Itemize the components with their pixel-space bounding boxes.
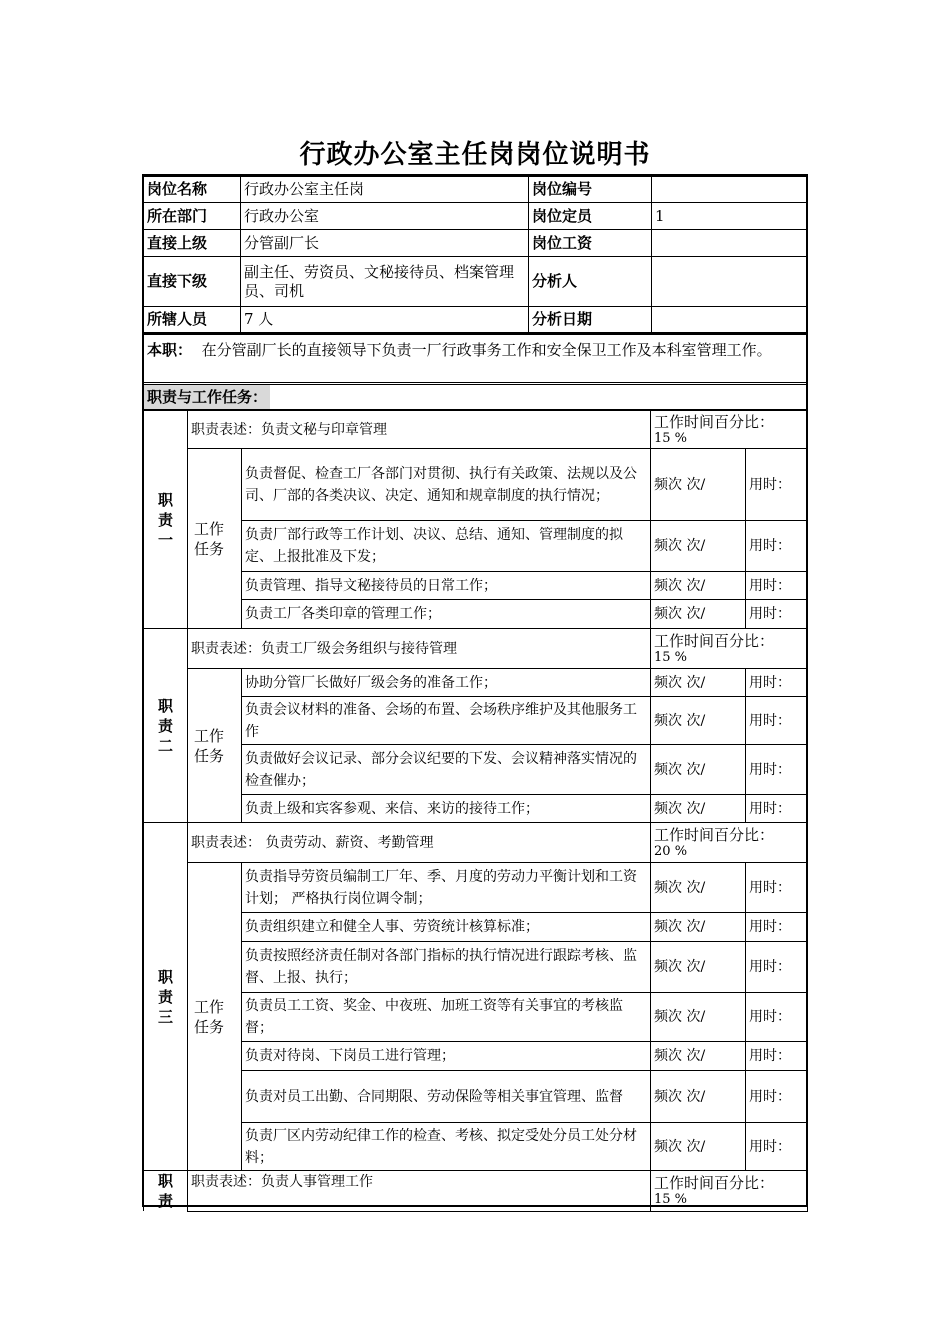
field-value xyxy=(652,230,808,257)
time-cell: 用时： xyxy=(746,600,808,629)
field-value xyxy=(652,177,808,203)
info-row xyxy=(144,257,808,307)
summary-label: 本职： xyxy=(147,341,193,359)
frequency-cell: 频次 次/ xyxy=(651,1042,746,1071)
task-text: 负责督促、检查工厂各部门对贯彻、执行有关政策、法规以及公司、厂部的各类决议、决定、通知和规章制度的执行情况； xyxy=(242,449,651,521)
field-value: 副主任、劳资员、文秘接待员、档案管理员、司机 xyxy=(241,257,529,307)
summary-text: 在分管副厂长的直接领导下负责一厂行政事务工作和安全保卫工作及本科室管理工作。 xyxy=(201,341,772,359)
time-cell: 用时： xyxy=(746,521,808,572)
task-text: 负责指导劳资员编制工厂年、季、月度的劳动力平衡计划和工资计划； 严格执行岗位调令制； xyxy=(242,863,651,913)
task-text: 负责管理、指导文秘接待员的日常工作； xyxy=(242,572,651,600)
duty-block-4 xyxy=(143,1170,808,1212)
task-text: 负责员工工资、奖金、中夜班、加班工资等有关事宜的考核监督； xyxy=(242,993,651,1042)
task-text: 负责厂部行政等工作计划、决议、总结、通知、管理制度的拟定、上报批准及下发； xyxy=(242,521,651,572)
field-label: 直接上级 xyxy=(144,230,241,257)
field-label: 岗位编号 xyxy=(529,177,652,203)
field-value xyxy=(652,307,808,333)
duty-description: 职责表述：负责文秘与印章管理 xyxy=(188,411,651,449)
time-cell: 用时： xyxy=(746,993,808,1042)
frequency-cell: 频次 次/ xyxy=(651,521,746,572)
task-text: 负责对员工出勤、合同期限、劳动保险等相关事宜管理、监督 xyxy=(242,1071,651,1123)
job-summary xyxy=(143,333,807,383)
frequency-cell: 频次 次/ xyxy=(651,1123,746,1171)
time-cell: 用时： xyxy=(746,863,808,913)
task-text: 负责对待岗、下岗员工进行管理； xyxy=(242,1042,651,1071)
field-value: 1 xyxy=(652,203,808,230)
frequency-cell: 频次 次/ xyxy=(651,697,746,745)
tasks-label: 工作 任务 xyxy=(188,449,242,629)
time-percentage: 工作时间百分比： 15 % xyxy=(651,411,808,449)
time-cell: 用时： xyxy=(746,572,808,600)
info-row xyxy=(144,177,808,203)
duty-description: 职责表述：负责人事管理工作 xyxy=(188,1171,651,1212)
duty-block-2 xyxy=(143,628,808,823)
frequency-cell: 频次 次/ xyxy=(651,572,746,600)
time-percentage: 工作时间百分比： 15 % xyxy=(651,629,808,669)
field-label: 岗位名称 xyxy=(144,177,241,203)
duty-block-3 xyxy=(143,822,808,1171)
task-text: 负责会议材料的准备、会场的布置、会场秩序维护及其他服务工作 xyxy=(242,697,651,745)
duty-description: 职责表述： 负责劳动、薪资、考勤管理 xyxy=(188,823,651,863)
field-label: 所在部门 xyxy=(144,203,241,230)
frequency-cell: 频次 次/ xyxy=(651,449,746,521)
task-text: 协助分管厂长做好厂级会务的准备工作； xyxy=(242,669,651,697)
info-row xyxy=(144,230,808,257)
time-cell: 用时： xyxy=(746,449,808,521)
time-cell: 用时： xyxy=(746,913,808,942)
time-percentage: 工作时间百分比： 15 % xyxy=(651,1171,808,1212)
frequency-cell: 频次 次/ xyxy=(651,600,746,629)
task-text: 负责按照经济责任制对各部门指标的执行情况进行跟踪考核、监督、上报、执行； xyxy=(242,942,651,993)
frequency-cell: 频次 次/ xyxy=(651,745,746,795)
field-value: 行政办公室 xyxy=(241,203,529,230)
duty-label: 职 责 二 xyxy=(144,629,188,823)
frequency-cell: 频次 次/ xyxy=(651,669,746,697)
frequency-cell: 频次 次/ xyxy=(651,1071,746,1123)
time-percentage: 工作时间百分比： 20 % xyxy=(651,823,808,863)
field-value xyxy=(652,257,808,307)
field-label: 分析人 xyxy=(529,257,652,307)
section-heading xyxy=(143,384,807,410)
duty-block-1 xyxy=(143,410,808,629)
frequency-cell: 频次 次/ xyxy=(651,942,746,993)
field-value: 行政办公室主任岗 xyxy=(241,177,529,203)
field-label: 直接下级 xyxy=(144,257,241,307)
field-label: 岗位定员 xyxy=(529,203,652,230)
section-heading-text: 职责与工作任务： xyxy=(144,385,270,409)
tasks-label: 工作 任务 xyxy=(188,863,242,1171)
basic-info-table xyxy=(143,176,808,333)
time-cell: 用时： xyxy=(746,1042,808,1071)
frequency-cell: 频次 次/ xyxy=(651,913,746,942)
task-text: 负责厂区内劳动纪律工作的检查、考核、拟定受处分员工处分材料； xyxy=(242,1123,651,1171)
duty-label: 职 责 xyxy=(144,1171,188,1212)
frequency-cell: 频次 次/ xyxy=(651,795,746,823)
time-cell: 用时： xyxy=(746,1071,808,1123)
tasks-label: 工作 任务 xyxy=(188,669,242,823)
field-label: 所辖人员 xyxy=(144,307,241,333)
time-cell: 用时： xyxy=(746,669,808,697)
time-cell: 用时： xyxy=(746,942,808,993)
field-value: 分管副厂长 xyxy=(241,230,529,257)
task-text: 负责组织建立和健全人事、劳资统计核算标准； xyxy=(242,913,651,942)
page-title: 行政办公室主任岗岗位说明书 xyxy=(299,140,651,170)
field-label: 分析日期 xyxy=(529,307,652,333)
duty-label: 职 责 三 xyxy=(144,823,188,1171)
time-cell: 用时： xyxy=(746,697,808,745)
frequency-cell: 频次 次/ xyxy=(651,993,746,1042)
time-cell: 用时： xyxy=(746,745,808,795)
task-text: 负责做好会议记录、部分会议纪要的下发、会议精神落实情况的检查催办； xyxy=(242,745,651,795)
duty-label: 职 责 一 xyxy=(144,411,188,629)
info-row xyxy=(144,203,808,230)
field-value: 7 人 xyxy=(241,307,529,333)
time-cell: 用时： xyxy=(746,795,808,823)
field-label: 岗位工资 xyxy=(529,230,652,257)
time-cell: 用时： xyxy=(746,1123,808,1171)
task-text: 负责上级和宾客参观、来信、来访的接待工作； xyxy=(242,795,651,823)
task-text: 负责工厂各类印章的管理工作； xyxy=(242,600,651,629)
frequency-cell: 频次 次/ xyxy=(651,863,746,913)
duty-description: 职责表述：负责工厂级会务组织与接待管理 xyxy=(188,629,651,669)
info-row xyxy=(144,307,808,333)
